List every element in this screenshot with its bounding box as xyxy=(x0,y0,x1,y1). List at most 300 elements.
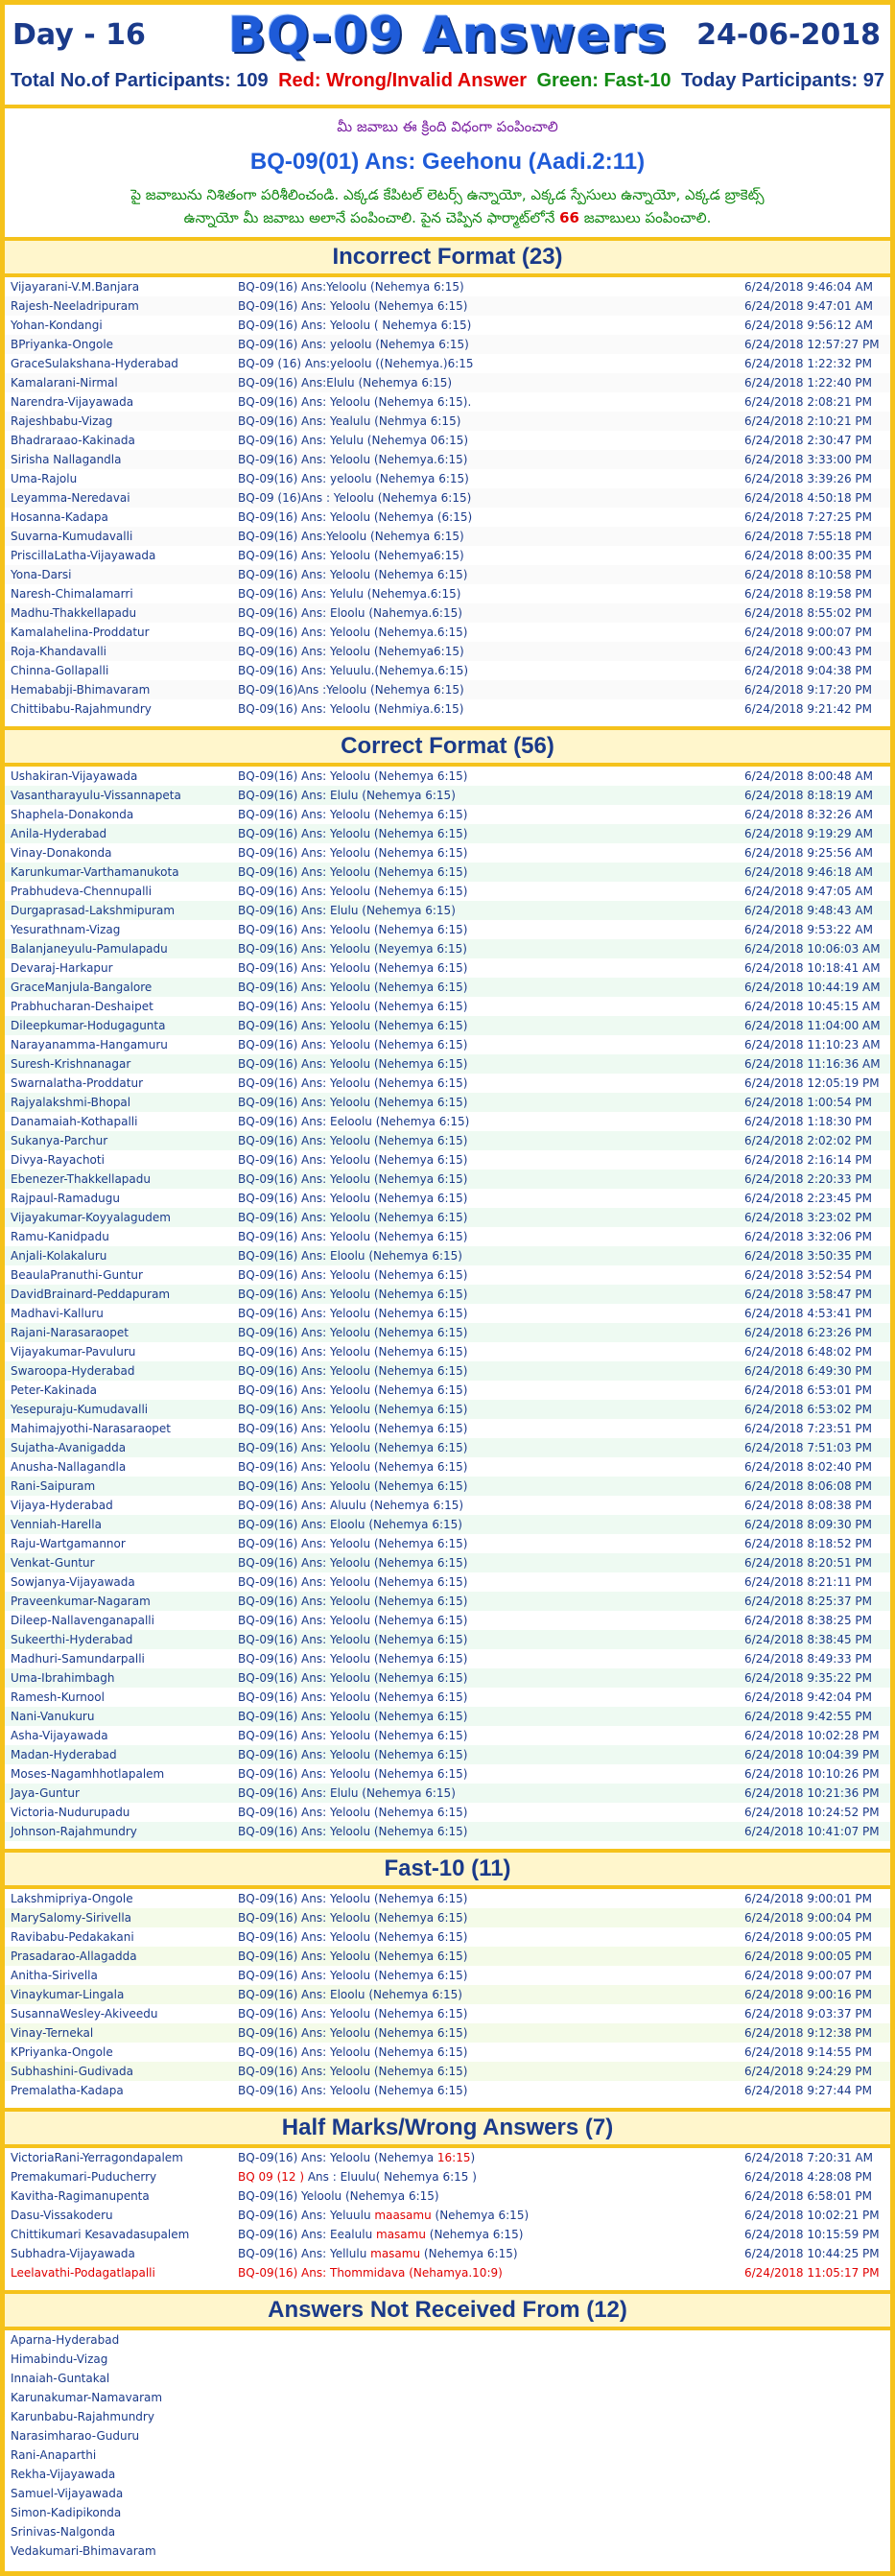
answer-text: BQ-09(16) Ans: Yeloolu (Nehemya 6:15) xyxy=(232,958,739,978)
answer-text: BQ-09(16) Ans: Yeloolu (Nehemya 6:15) xyxy=(232,1457,739,1477)
table-row xyxy=(5,1323,890,1342)
table-row xyxy=(5,1054,890,1074)
participant-name: Roja-Khandavalli xyxy=(5,642,232,661)
answer-text: BQ-09(16) Ans: Yeloolu (Nehemya 6:15) xyxy=(232,1668,739,1688)
table-row xyxy=(5,1630,890,1649)
table-row xyxy=(5,508,890,527)
table-row xyxy=(5,2446,890,2465)
answer-text: BQ-09(16) Ans: yeloolu (Nehemya 6:15) xyxy=(232,335,739,354)
participant-name: Victoria-Nudurupadu xyxy=(5,1803,232,1822)
table-row xyxy=(5,546,890,565)
table-row xyxy=(5,2244,890,2263)
answer-text: BQ-09(16) Ans: Yeloolu (Nehemya 6:15) xyxy=(232,1947,739,1966)
empty-cell xyxy=(232,2330,739,2350)
submit-time: 6/24/2018 9:24:29 PM xyxy=(739,2062,890,2081)
empty-cell xyxy=(232,2503,739,2522)
submit-time: 6/24/2018 9:00:01 PM xyxy=(739,1889,890,1908)
submit-time: 6/24/2018 12:05:19 PM xyxy=(739,1074,890,1093)
table-row xyxy=(5,1438,890,1457)
participant-name: Anusha-Nallagandla xyxy=(5,1457,232,1477)
participant-name: Shaphela-Donakonda xyxy=(5,805,232,824)
submit-time: 6/24/2018 1:00:54 PM xyxy=(739,1093,890,1112)
table-row xyxy=(5,469,890,488)
participant-name: Sujatha-Avanigadda xyxy=(5,1438,232,1457)
submit-time: 6/24/2018 11:16:36 AM xyxy=(739,1054,890,1074)
red-legend: Red: Wrong/Invalid Answer xyxy=(278,70,527,91)
answer-post: ) xyxy=(470,2151,476,2164)
participant-name: Divya-Rayachoti xyxy=(5,1150,232,1170)
submit-time: 6/24/2018 11:04:00 AM xyxy=(739,1016,890,1035)
participant-name: Swarnalatha-Proddatur xyxy=(5,1074,232,1093)
answer-text: BQ-09(16) Ans: Yeloolu (Nehemya 6:15) xyxy=(232,1419,739,1438)
answer-text: BQ-09(16) Ans: Yeloolu (Nehemya.6:15) xyxy=(232,450,739,469)
participant-name: Aparna-Hyderabad xyxy=(11,2333,120,2347)
table-row xyxy=(5,767,890,786)
answer-text xyxy=(232,2225,739,2244)
correct-answer: BQ-09(01) Ans: Geehonu (Aadi.2:11) xyxy=(249,149,646,175)
participant-name: Bhadraraao-Kakinada xyxy=(5,431,232,450)
submit-time: 6/24/2018 9:21:42 PM xyxy=(739,699,890,719)
table-row xyxy=(5,2186,890,2206)
participant-name: Durgaprasad-Lakshmipuram xyxy=(5,901,232,920)
answer-text: BQ-09(16) Ans: Yeloolu (Nehemya 6:15) xyxy=(232,805,739,824)
instructions xyxy=(5,108,890,241)
table-row xyxy=(5,1889,890,1908)
submit-time: 6/24/2018 4:50:18 PM xyxy=(739,488,890,508)
answer-text: BQ-09(16) Ans: Yeluulu.(Nehemya.6:15) xyxy=(232,661,739,680)
answer-text: BQ-09(16) Ans: Eeloolu (Nehemya 6:15) xyxy=(232,1112,739,1131)
table-row xyxy=(5,565,890,584)
participant-name: Anila-Hyderabad xyxy=(5,824,232,843)
empty-cell xyxy=(739,2407,890,2426)
participant-name: Samuel-Vijayawada xyxy=(11,2487,124,2500)
table-row xyxy=(5,2148,890,2167)
table-row xyxy=(5,2465,890,2484)
answer-text: BQ-09(16) Ans: Yelulu (Nehemya 06:15) xyxy=(232,431,739,450)
submit-time: 6/24/2018 8:00:48 AM xyxy=(739,767,890,786)
answer-text: BQ-09(16) Ans: Yeloolu (Nehemya 6:15) xyxy=(232,1285,739,1304)
table-row xyxy=(5,882,890,901)
submit-time: 6/24/2018 3:32:06 PM xyxy=(739,1227,890,1246)
submit-time: 6/24/2018 9:47:05 AM xyxy=(739,882,890,901)
answer-text: BQ-09(16) Ans: Yeloolu (Nehemya 6:15) xyxy=(232,2023,739,2043)
participant-name: Leelavathi-Podagatlapalli xyxy=(11,2266,155,2280)
table-row xyxy=(5,2407,890,2426)
empty-cell xyxy=(739,2388,890,2407)
answer-pre: BQ-09(16) Ans: Yellulu xyxy=(238,2247,371,2260)
table-row xyxy=(5,1112,890,1131)
table-row xyxy=(5,2541,890,2561)
table-row xyxy=(5,2484,890,2503)
table-row xyxy=(5,1074,890,1093)
submit-time: 6/24/2018 8:25:37 PM xyxy=(739,1592,890,1611)
participant-name: Venkat-Guntur xyxy=(5,1553,232,1572)
empty-cell xyxy=(739,2330,890,2350)
answer-text: BQ-09 (16) Ans:yeloolu ((Nehemya.)6:15 xyxy=(232,354,739,373)
submit-time: 6/24/2018 8:08:38 PM xyxy=(739,1496,890,1515)
instruction-line-1: మీ జవాబు ఈ క్రింది విధంగా పంపించాలి xyxy=(337,118,558,135)
empty-cell xyxy=(739,2522,890,2541)
answer-text: BQ-09(16)Ans :Yeloolu (Nehemya 6:15) xyxy=(232,680,739,699)
table-row xyxy=(5,450,890,469)
table-row xyxy=(5,1304,890,1323)
participant-name: Prabhucharan-Deshaipet xyxy=(5,997,232,1016)
submit-time: 6/24/2018 3:39:26 PM xyxy=(739,469,890,488)
table-row xyxy=(5,2369,890,2388)
table-row xyxy=(5,661,890,680)
participant-name: Vinay-Donakonda xyxy=(5,843,232,863)
answer-text: BQ-09(16) Ans:Yeloolu (Nehemya 6:15) xyxy=(232,527,739,546)
submit-time: 6/24/2018 10:18:41 AM xyxy=(739,958,890,978)
answer-text: BQ-09(16) Ans: Yeloolu (Nehemya 6:15) xyxy=(232,2081,739,2100)
participant-name: Ushakiran-Vijayawada xyxy=(5,767,232,786)
answer-text: BQ-09(16) Ans: Yelulu (Nehemya.6:15) xyxy=(232,584,739,603)
submit-time: 6/24/2018 7:23:51 PM xyxy=(739,1419,890,1438)
table-row xyxy=(5,1400,890,1419)
table-row xyxy=(5,958,890,978)
empty-cell xyxy=(739,2484,890,2503)
submit-time: 6/24/2018 8:21:11 PM xyxy=(739,1572,890,1592)
answer-text: BQ-09(16) Ans: Yeloolu (Nehemya 6:15) xyxy=(232,1611,739,1630)
table-row xyxy=(5,2167,890,2186)
answer-pre: BQ-09(16) Ans: Eealulu xyxy=(238,2228,376,2241)
submit-time: 6/24/2018 10:15:59 PM xyxy=(744,2228,880,2241)
submit-time: 6/24/2018 1:18:30 PM xyxy=(739,1112,890,1131)
table-row xyxy=(5,1611,890,1630)
table-row xyxy=(5,920,890,939)
participant-name: Vijayarani-V.M.Banjara xyxy=(5,277,232,296)
submit-time: 6/24/2018 9:19:29 AM xyxy=(739,824,890,843)
answer-text: BQ-09(16) Ans: Yeloolu (Nehemya 6:15) xyxy=(232,1150,739,1170)
answer-text: BQ-09(16) Ans: Yeloolu (Nehemya 6:15) xyxy=(232,1649,739,1668)
table-row xyxy=(5,1419,890,1438)
participant-name: Ramesh-Kurnool xyxy=(5,1688,232,1707)
total-count: 109 xyxy=(236,70,269,91)
answer-text: BQ-09(16) Ans: Yeloolu (Nehemya 6:15) xyxy=(232,1381,739,1400)
table-row xyxy=(5,296,890,316)
empty-cell xyxy=(232,2426,739,2446)
correct-table xyxy=(5,767,890,1841)
submit-time: 6/24/2018 8:10:58 PM xyxy=(739,565,890,584)
submit-time: 6/24/2018 3:23:02 PM xyxy=(739,1208,890,1227)
answer-text: BQ-09(16) Ans: Eloolu (Nehemya 6:15) xyxy=(232,1985,739,2004)
today-label: Today Participants: xyxy=(681,70,859,91)
table-row xyxy=(5,997,890,1016)
participant-name: Rekha-Vijayawada xyxy=(11,2468,116,2481)
table-row xyxy=(5,699,890,719)
incorrect-table xyxy=(5,277,890,719)
table-row xyxy=(5,2330,890,2350)
total-label: Total No.of Participants: xyxy=(11,70,231,91)
answer-text: BQ-09(16) Ans: Yeloolu (Nehmiya.6:15) xyxy=(232,699,739,719)
submit-time: 6/24/2018 8:20:51 PM xyxy=(739,1553,890,1572)
answer-text: BQ-09(16) Ans: Yeloolu (Nehemya 6:15) xyxy=(232,1745,739,1764)
answer-pre: BQ-09(16) Ans: Yeluulu xyxy=(238,2209,375,2222)
participant-name: Chittikumari Kesavadasupalem xyxy=(11,2228,190,2241)
participant-name: Kavitha-Ragimanupenta xyxy=(11,2189,150,2203)
answer-text: BQ-09(16) Ans: Yeloolu (Nehemya 6:15) xyxy=(232,1726,739,1745)
participant-name: Chinna-Gollapalli xyxy=(5,661,232,680)
submit-time: 6/24/2018 9:53:22 AM xyxy=(739,920,890,939)
submit-time: 6/24/2018 4:28:08 PM xyxy=(744,2170,873,2184)
participant-name: Innaiah-Guntakal xyxy=(11,2372,110,2385)
submit-time: 6/24/2018 8:38:25 PM xyxy=(739,1611,890,1630)
answer-text: BQ-09(16) Ans: Yeloolu (Nehemya 6:15) xyxy=(232,1534,739,1553)
answer-text: BQ-09(16) Ans:Yeloolu (Nehemya 6:15) xyxy=(232,277,739,296)
answer-text: BQ-09(16) Ans: Yeloolu (Nehemya 6:15) xyxy=(232,1265,739,1285)
answer-count: 66 xyxy=(559,209,579,226)
participant-name: Narasimharao-Guduru xyxy=(11,2429,140,2443)
page-title: BQ-09 Answers xyxy=(227,7,668,64)
participant-name: Dileep-Nallavenganapalli xyxy=(5,1611,232,1630)
day-label: Day - 16 xyxy=(12,18,146,52)
table-row xyxy=(5,1477,890,1496)
participant-name: Madhu-Thakkellapadu xyxy=(5,603,232,623)
answer-text: BQ-09(16) Ans: Yeloolu (Nehemya 6:15) xyxy=(232,1889,739,1908)
table-row xyxy=(5,335,890,354)
submit-time: 6/24/2018 10:44:19 AM xyxy=(739,978,890,997)
answer-text: BQ-09(16) Ans: Yeloolu (Nehemya 6:15) xyxy=(232,1477,739,1496)
table-row xyxy=(5,1342,890,1361)
answer-text: BQ-09(16) Ans: Elulu (Nehemya 6:15) xyxy=(232,1784,739,1803)
table-row xyxy=(5,1016,890,1035)
participant-name: Ravibabu-Pedakakani xyxy=(5,1927,232,1947)
table-row xyxy=(5,1093,890,1112)
table-row xyxy=(5,680,890,699)
answer-text xyxy=(232,2206,739,2225)
table-row xyxy=(5,786,890,805)
answer-text xyxy=(232,2148,739,2167)
submit-time: 6/24/2018 6:49:30 PM xyxy=(739,1361,890,1381)
submit-time: 6/24/2018 9:35:22 PM xyxy=(739,1668,890,1688)
answer-error: masamu xyxy=(370,2247,421,2260)
answer-text: BQ-09(16) Ans: Yeloolu (Nehemya 6:15) xyxy=(232,1189,739,1208)
table-row xyxy=(5,1966,890,1985)
table-row xyxy=(5,1908,890,1927)
answer-text: BQ-09(16) Ans: Yeloolu (Nehemya 6:15) xyxy=(232,296,739,316)
table-row xyxy=(5,1227,890,1246)
table-row xyxy=(5,1822,890,1841)
submit-time: 6/24/2018 9:00:16 PM xyxy=(739,1985,890,2004)
answer-text: BQ-09(16) Ans: Yeloolu (Nehemya 6:15) xyxy=(232,1908,739,1927)
submit-time: 6/24/2018 9:17:20 PM xyxy=(739,680,890,699)
submit-time: 6/24/2018 8:19:58 PM xyxy=(739,584,890,603)
answer-error: 16:15 xyxy=(436,2151,471,2164)
table-row xyxy=(5,978,890,997)
table-row xyxy=(5,1150,890,1170)
table-row xyxy=(5,1764,890,1784)
submit-time: 6/24/2018 8:18:19 AM xyxy=(739,786,890,805)
answer-error: masamu xyxy=(376,2228,426,2241)
answer-text xyxy=(232,2167,739,2186)
submit-time: 6/24/2018 10:10:26 PM xyxy=(739,1764,890,1784)
table-row xyxy=(5,431,890,450)
half-table xyxy=(5,2148,890,2282)
participant-name: Peter-Kakinada xyxy=(5,1381,232,1400)
empty-cell xyxy=(739,2503,890,2522)
answer-text: BQ-09(16) Ans: Yeloolu (Nehemya 6:15) xyxy=(232,1822,739,1841)
table-row xyxy=(5,1534,890,1553)
participant-name: Madhuri-Samundarpalli xyxy=(5,1649,232,1668)
answer-text: BQ-09(16) Ans: Yeloolu (Nehemya6:15) xyxy=(232,546,739,565)
participant-name: Vasantharayulu-Vissannapeta xyxy=(5,786,232,805)
answer-text: BQ-09(16) Ans: Yeloolu ( Nehemya 6:15) xyxy=(232,316,739,335)
submit-time: 6/24/2018 2:02:02 PM xyxy=(739,1131,890,1150)
participant-name: Venniah-Harella xyxy=(5,1515,232,1534)
submit-time: 6/24/2018 10:02:21 PM xyxy=(744,2209,880,2222)
instruction-line-2 xyxy=(5,183,890,229)
participant-name: Sukeerthi-Hyderabad xyxy=(5,1630,232,1649)
participant-name: Rani-Anaparthi xyxy=(11,2448,97,2462)
answer-text: BQ-09(16) Ans: Elulu (Nehemya 6:15) xyxy=(232,901,739,920)
table-row xyxy=(5,2350,890,2369)
submit-time: 6/24/2018 10:04:39 PM xyxy=(739,1745,890,1764)
participant-name: Vijayakumar-Pavuluru xyxy=(5,1342,232,1361)
participant-name: Vinay-Ternekal xyxy=(5,2023,232,2043)
participant-name: Rajeshbabu-Vizag xyxy=(5,412,232,431)
correct-section-title: Correct Format (56) xyxy=(5,726,890,767)
participant-name: Balanjaneyulu-Pamulapadu xyxy=(5,939,232,958)
empty-cell xyxy=(232,2484,739,2503)
participant-name: GraceSulakshana-Hyderabad xyxy=(5,354,232,373)
table-row xyxy=(5,603,890,623)
today-count: 97 xyxy=(862,70,884,91)
submit-time: 6/24/2018 9:42:55 PM xyxy=(739,1707,890,1726)
answer-text: BQ-09(16) Ans: Yeloolu (Nehemya 6:15) xyxy=(232,1093,739,1112)
table-row xyxy=(5,1515,890,1534)
table-row xyxy=(5,939,890,958)
participant-name: DavidBrainard-Peddapuram xyxy=(5,1285,232,1304)
participant-name: Danamaiah-Kothapalli xyxy=(5,1112,232,1131)
table-row xyxy=(5,1246,890,1265)
participant-name: Swaroopa-Hyderabad xyxy=(5,1361,232,1381)
answer-text xyxy=(232,2263,739,2282)
submit-time: 6/24/2018 9:25:56 AM xyxy=(739,843,890,863)
answer-text: BQ-09(16) Ans: Yeloolu (Nehemya 6:15) xyxy=(232,1016,739,1035)
table-row xyxy=(5,488,890,508)
answer-text: BQ-09(16) Ans: Aluulu (Nehemya 6:15) xyxy=(232,1496,739,1515)
answer-text: BQ-09(16) Ans: Eloolu (Nahemya.6:15) xyxy=(232,603,739,623)
empty-cell xyxy=(232,2522,739,2541)
answer-post: (Nehemya 6:15) xyxy=(431,2209,530,2222)
answer-text: BQ-09(16) Ans: Yeloolu (Nehemya 6:15) xyxy=(232,978,739,997)
participant-name: Praveenkumar-Nagaram xyxy=(5,1592,232,1611)
participant-name: Vinaykumar-Lingala xyxy=(5,1985,232,2004)
submit-time: 6/24/2018 7:27:25 PM xyxy=(739,508,890,527)
table-row xyxy=(5,2388,890,2407)
table-row xyxy=(5,2023,890,2043)
participant-name: Anjali-Kolakaluru xyxy=(5,1246,232,1265)
submit-time: 6/24/2018 11:10:23 AM xyxy=(739,1035,890,1054)
answer-pre: BQ-09(16) Ans: Yeloolu (Nehemya xyxy=(238,2151,437,2164)
submit-time: 6/24/2018 7:20:31 AM xyxy=(744,2151,873,2164)
submit-time: 6/24/2018 8:02:40 PM xyxy=(739,1457,890,1477)
table-row xyxy=(5,843,890,863)
submit-time: 6/24/2018 11:05:17 PM xyxy=(744,2266,880,2280)
table-row xyxy=(5,1208,890,1227)
answer-text: BQ-09(16) Ans: Yeloolu (Nehemya 6:15) xyxy=(232,565,739,584)
submit-time: 6/24/2018 1:22:32 PM xyxy=(739,354,890,373)
instruction-line-2b-post: జవాబులు పంపించాలి. xyxy=(583,209,712,226)
answer-text: BQ-09(16) Ans: Yeloolu (Nehemya 6:15) xyxy=(232,863,739,882)
table-row xyxy=(5,373,890,392)
submit-time: 6/24/2018 9:04:38 PM xyxy=(739,661,890,680)
answer-text: BQ-09(16) Ans: Yeloolu (Nehemya 6:15) xyxy=(232,1361,739,1381)
participant-name: Madhavi-Kalluru xyxy=(5,1304,232,1323)
participant-name: Rajani-Narasaraopet xyxy=(5,1323,232,1342)
submit-time: 6/24/2018 8:00:35 PM xyxy=(739,546,890,565)
participant-name: Lakshmipriya-Ongole xyxy=(5,1889,232,1908)
total-participants xyxy=(11,70,269,92)
submit-time: 6/24/2018 10:21:36 PM xyxy=(739,1784,890,1803)
table-row xyxy=(5,805,890,824)
participant-name: Subhashini-Gudivada xyxy=(5,2062,232,2081)
answer-text: BQ-09(16) Ans: Yeloolu (Nehemya 6:15) xyxy=(232,2062,739,2081)
table-row xyxy=(5,1361,890,1381)
answer-text: BQ-09(16) Ans: Yeloolu (Nehemya 6:15) xyxy=(232,1803,739,1822)
submit-time: 6/24/2018 10:45:15 AM xyxy=(739,997,890,1016)
submit-time: 6/24/2018 4:53:41 PM xyxy=(739,1304,890,1323)
participant-name: Madan-Hyderabad xyxy=(5,1745,232,1764)
answer-text: BQ-09(16) Ans: Yeloolu (Nehemya 6:15) xyxy=(232,1304,739,1323)
participant-name: Yesurathnam-Vizag xyxy=(5,920,232,939)
submit-time: 6/24/2018 3:33:00 PM xyxy=(739,450,890,469)
half-section-title: Half Marks/Wrong Answers (7) xyxy=(5,2108,890,2148)
submit-time: 6/24/2018 10:41:07 PM xyxy=(739,1822,890,1841)
answer-text: BQ-09(16) Ans: Yeloolu (Nehemya 6:15) xyxy=(232,882,739,901)
answer-text: BQ-09(16) Ans: Yeloolu (Nehemya6:15) xyxy=(232,642,739,661)
answer-text: BQ-09(16) Ans: Yeloolu (Nehemya 6:15) xyxy=(232,843,739,863)
answer-text: BQ-09(16) Ans: Yeloolu (Nehemya 6:15) xyxy=(232,1342,739,1361)
empty-cell xyxy=(232,2350,739,2369)
participant-name: BPriyanka-Ongole xyxy=(5,335,232,354)
empty-cell xyxy=(232,2465,739,2484)
participant-name: Dileepkumar-Hodugagunta xyxy=(5,1016,232,1035)
table-row xyxy=(5,1285,890,1304)
participant-name: KPriyanka-Ongole xyxy=(5,2043,232,2062)
participant-name: Suresh-Krishnanagar xyxy=(5,1054,232,1074)
answer-text: BQ-09(16) Ans: Yeloolu (Nehemya 6:15) xyxy=(232,1400,739,1419)
answer-text: BQ-09(16) Ans: Eloolu (Nehemya 6:15) xyxy=(232,1246,739,1265)
table-row xyxy=(5,1745,890,1764)
participant-name: Narendra-Vijayawada xyxy=(5,392,232,412)
table-row xyxy=(5,1726,890,1745)
participant-name: Yesepuraju-Kumudavalli xyxy=(5,1400,232,1419)
table-row xyxy=(5,527,890,546)
table-row xyxy=(5,1927,890,1947)
submit-time: 6/24/2018 8:18:52 PM xyxy=(739,1534,890,1553)
table-row xyxy=(5,1784,890,1803)
participant-name: Prasadarao-Allagadda xyxy=(5,1947,232,1966)
table-row xyxy=(5,2004,890,2023)
submit-time: 6/24/2018 8:09:30 PM xyxy=(739,1515,890,1534)
empty-cell xyxy=(739,2446,890,2465)
answer-text: BQ-09(16) Ans: Yeloolu (Nehemya 6:15) xyxy=(232,2004,739,2023)
answer-post: Ans : Eluulu( Nehemya 6:15 ) xyxy=(304,2170,477,2184)
answer-text: BQ-09(16) Ans: Yeloolu (Nehemya 6:15) xyxy=(232,1323,739,1342)
answer-text: BQ-09(16) Ans: Yeloolu (Nehemya 6:15) xyxy=(232,1630,739,1649)
table-row xyxy=(5,2522,890,2541)
participant-name: Uma-Ibrahimbagh xyxy=(5,1668,232,1688)
empty-cell xyxy=(232,2369,739,2388)
submit-time: 6/24/2018 10:24:52 PM xyxy=(739,1803,890,1822)
submit-time: 6/24/2018 2:10:21 PM xyxy=(739,412,890,431)
participant-name: Narayanamma-Hangamuru xyxy=(5,1035,232,1054)
table-row xyxy=(5,2062,890,2081)
participant-name: Johnson-Rajahmundry xyxy=(5,1822,232,1841)
table-row xyxy=(5,1553,890,1572)
fast-section-title: Fast-10 (11) xyxy=(5,1849,890,1889)
